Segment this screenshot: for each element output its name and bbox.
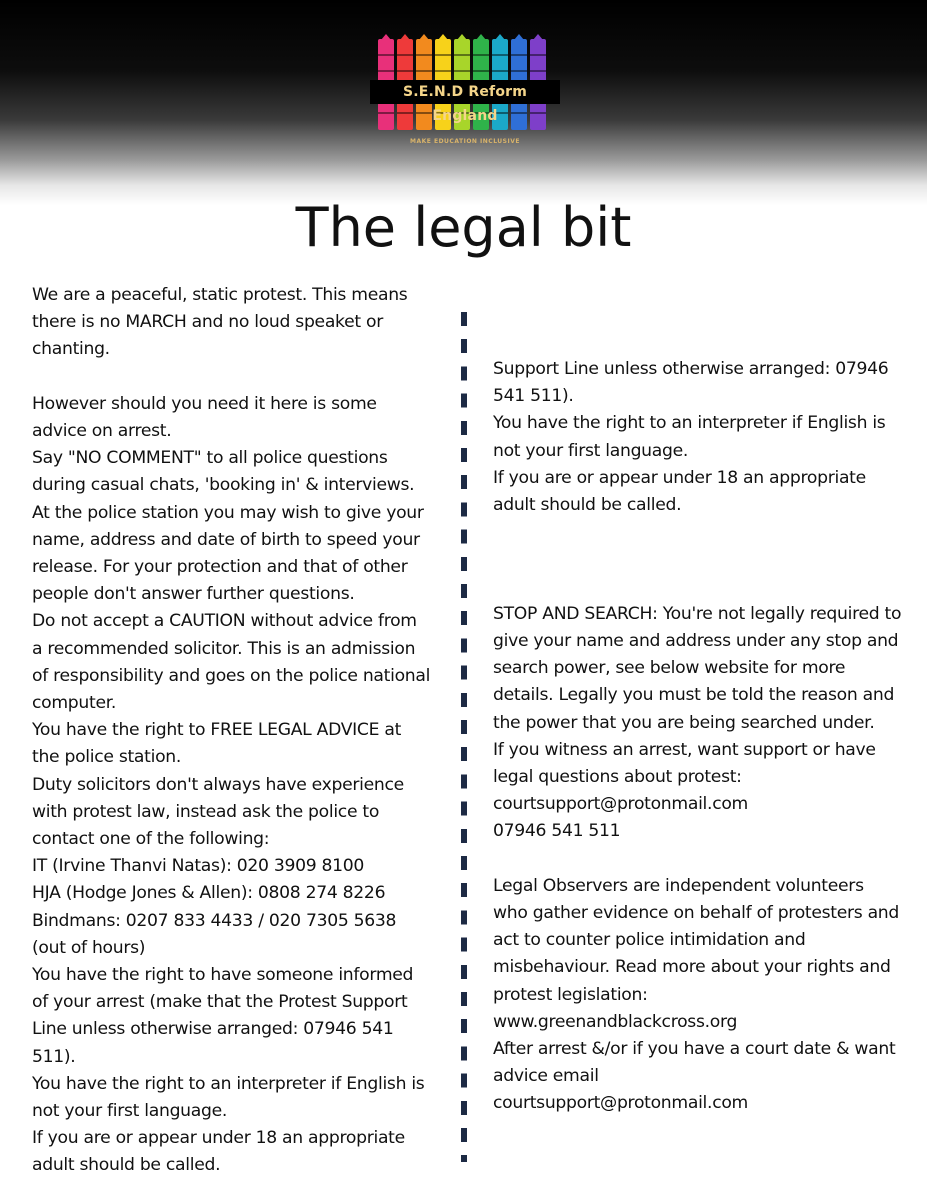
paragraph: Say "NO COMMENT" to all police questions during casual chats, 'booking in' & interviews. At the police station you may wish to give your name, address and date of birth to speed your release. For your protection and that of other people don't answer further questions. — [32, 448, 429, 605]
column-divider — [461, 312, 467, 1162]
page-title: The legal bit — [295, 196, 632, 259]
paragraph-gap — [493, 574, 903, 601]
paragraph: You have the right to FREE LEGAL ADVICE at the police station. — [32, 720, 407, 768]
right-column — [493, 356, 907, 1118]
paragraph: HJA (Hodge Jones & Allen): 0808 274 8226 — [32, 883, 386, 904]
paragraph: Duty solicitors don't always have experience with protest law, instead ask the police to contact one of the following: — [32, 774, 410, 850]
paragraph-gap — [493, 846, 903, 873]
paragraph: After arrest &/or if you have a court date & want advice email — [493, 1039, 901, 1087]
logo-tagline: MAKE EDUCATION INCLUSIVE — [410, 138, 520, 145]
send-reform-england-logo — [370, 34, 560, 154]
paragraph: www.greenandblackcross.org — [493, 1011, 738, 1032]
paragraph: Bindmans: 0207 833 4433 / 020 7305 5638 (out of hours) — [32, 910, 402, 958]
paragraph: If you are or appear under 18 an appropriate adult should be called. — [493, 467, 872, 516]
paragraph: courtsupport@protonmail.com — [493, 1093, 748, 1114]
paragraph: Legal Observers are independent volunteers who gather evidence on behalf of protesters and act to counter police intimidation and misbehaviour. Read more about your rights and protest legislation: — [493, 875, 905, 1005]
paragraph-gap — [32, 364, 432, 391]
paragraph: IT (Irvine Thanvi Natas): 020 3909 8100 — [32, 856, 365, 877]
paragraph-gap — [493, 546, 903, 573]
paragraph: Support Line unless otherwise arranged: 07946 541 511). — [493, 359, 894, 407]
paragraph: If you witness an arrest, want support or have legal questions about protest: — [493, 739, 881, 787]
paragraph: You have the right to have someone informed of your arrest (make that the Protest Support Line unless otherwise arranged: 07946 541 511). — [32, 965, 419, 1067]
logo-name: S.E.N.D Reform England — [370, 80, 560, 104]
paragraph: STOP AND SEARCH: You're not legally required to give your name and address under any stop and search power, see below website for more details. Legally you must be told the reason and the power that you are being searched under. — [493, 603, 907, 733]
paragraph-gap — [493, 519, 903, 546]
paragraph: You have the right to an interpreter if English is not your first language. — [493, 413, 891, 461]
paragraph: We are a peaceful, static protest. This means there is no MARCH and no loud speaket or chanting. — [32, 285, 413, 360]
left-column — [32, 282, 436, 1180]
paragraph: 07946 541 511 — [493, 821, 621, 842]
paragraph: You have the right to an interpreter if English is not your first language. — [32, 1073, 430, 1122]
paragraph: However should you need it here is some advice on arrest. — [32, 393, 382, 441]
paragraph: Do not accept a CAUTION without advice from a recommended solicitor. This is an admission of responsibility and goes on the police national computer. — [32, 611, 436, 714]
paragraph: courtsupport@protonmail.com — [493, 794, 748, 815]
paragraph: If you are or appear under 18 an appropriate adult should be called. — [32, 1128, 411, 1176]
